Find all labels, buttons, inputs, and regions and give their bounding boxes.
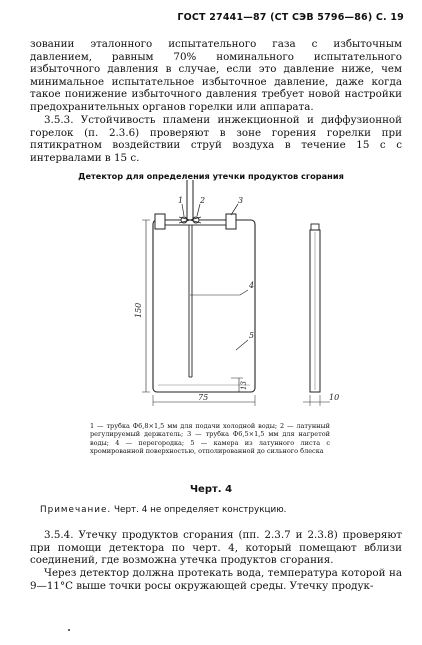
callout-4: 4 (249, 281, 255, 290)
dim-height: 150 (134, 302, 143, 318)
chamber-outline (153, 220, 255, 392)
callout-2: 2 (200, 196, 206, 205)
dim-bottom: 13 (240, 381, 248, 390)
note-lead: Примечание. (40, 505, 112, 515)
paragraph-continuation: зовании эталонного испытательного газа с избыточным давлением, равным 70% номинального испытательного избыточного давления в случае, если это давление ниже, чем минимальное испытательное избыточное давление, даже когда такое понижение избыточного давления требует новой настройки предохранительных органов горелки или аппарата. (30, 38, 402, 113)
paragraph-3-5-4: 3.5.4. Утечку продуктов сгорания (пп. 2.3.7 и 2.3.8) проверяют при помощи детектора по черт. 4, который помещают вблизи соединений, где возможна утечка продуктов сгорания. (30, 529, 402, 567)
right-cap (226, 214, 236, 229)
figure-label: Черт. 4 (189, 484, 233, 495)
callout-5: 5 (249, 331, 255, 340)
callout-1: 1 (178, 196, 184, 205)
detector-drawing (0, 180, 422, 420)
running-header: ГОСТ 27441—87 (СТ СЭВ 5796—86) С. 19 (177, 12, 404, 23)
paragraph-3-5-3: 3.5.3. Устойчивость пламени инжекционной и диффузионной горелок (п. 2.3.6) проверяют в зоне горения горелки при пятикратном воздействии струй воздуха в течение 15 с с интервалами в 15 с. (30, 114, 402, 164)
dim-thickness: 10 (329, 393, 340, 402)
note-text: Черт. 4 не определяет конструкцию. (111, 505, 287, 515)
figure-legend: 1 — трубка Ф6,8×1,5 мм для подачи холодной воды; 2 — латунный регулируемый держатель; 3 — трубка Ф6,5×1,5 мм для нагретой воды; 4 — перегородка; 5 — камера из латунного листа с хромированной поверхностью, отполированной до сильного блеска (90, 422, 330, 455)
stray-dot (68, 629, 70, 631)
left-cap (155, 214, 165, 229)
figure-caption: Детектор для определения утечки продуктов сгорания (78, 171, 344, 181)
note (40, 505, 400, 515)
paragraph-water-flow: Через детектор должна протекать вода, температура которой на 9—11°С выше точки росы окружающей среды. Утечку продук- (30, 567, 402, 592)
callout-3: 3 (238, 196, 244, 205)
dim-width: 75 (198, 393, 209, 402)
side-view-top (311, 224, 319, 230)
